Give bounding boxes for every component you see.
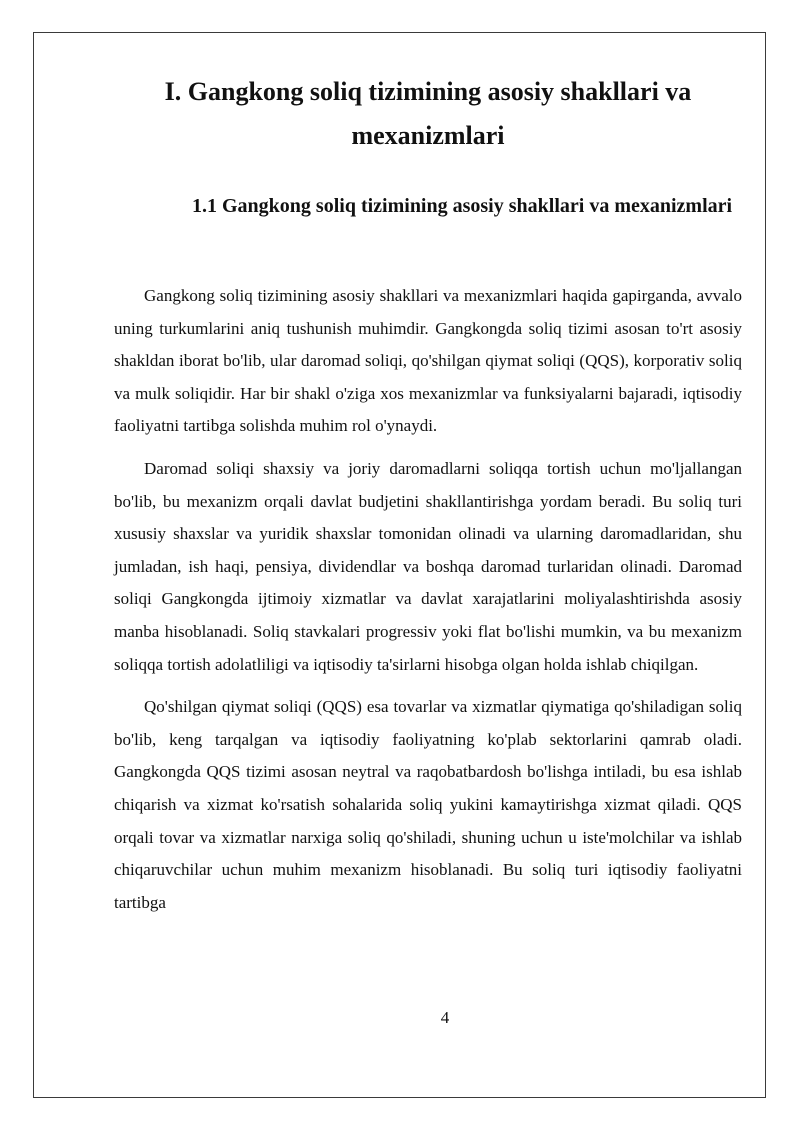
section-heading [162,188,742,224]
chapter-title: I. Gangkong soliq tizimining asosiy shakllari va mexanizmlari [164,77,692,150]
paragraph-2: Daromad soliqi shaxsiy va joriy daromadlarni soliqqa tortish uchun mo'ljallangan bo'lib, bu mexanizm orqali davlat budjetini shakllantirishga yordam beradi. Bu soliq turi xususiy shaxslar va yuridik shaxslar tomonidan olinadi va ularning daromadlaridan, shu jumladan, ish haqi, pensiya, dividendlar va boshqa daromad turlaridan olinadi. Daromad soliqi Gangkongda ijtimoiy xizmatlar va davlat xarajatlarini moliyalashtirishda asosiy manba hisoblanadi. Soliq stavkalari progressiv yoki flat bo'lishi mumkin, va bu mexanizm soliqqa tortish adolatliligi va iqtisodiy ta'sirlarni hisobga olgan holda ishlab chiqilgan. [114,458,742,674]
section-number: 1.1 [192,195,217,217]
page-number: 4 [440,1008,450,1027]
body-text [114,280,742,929]
section-title: Gangkong soliq tizimining asosiy shakllari va mexanizmlari [222,195,733,217]
paragraph-1: Gangkong soliq tizimining asosiy shakllari va mexanizmlari haqida gapirganda, avvalo uning turkumlarini aniq tushunish muhimdir. Gangkongda soliq tizimi asosan to'rt asosiy shakldan iborat bo'lib, ular daromad soliqi, qo'shilgan qiymat soliqi (QQS), korporativ soliq va mulk soliqidir. Har bir shakl o'ziga xos mexanizmlar va funksiyalarni bajaradi, iqtisodiy faoliyatni tartibga solishda muhim rol o'ynaydi. [114,286,742,436]
paragraph-3: Qo'shilgan qiymat soliqi (QQS) esa tovarlar va xizmatlar qiymatiga qo'shiladigan soliq bo'lib, keng tarqalgan va iqtisodiy faoliyatning ko'plab sektorlarini qamrab oladi. Gangkongda QQS tizimi asosan neytral va raqobatbardosh bo'lishga intiladi, bu esa ishlab chiqarish va xizmat ko'rsatish sohalarida soliq yukini kamaytirishga xizmat qiladi. QQS orqali tovar va xizmatlar narxiga soliq qo'shiladi, shuning uchun u iste'molchilar va ishlab chiqaruvchilar uchun muhim mexanizm hisoblanadi. Bu soliq turi iqtisodiy faoliyatni tartibga [114,697,742,912]
